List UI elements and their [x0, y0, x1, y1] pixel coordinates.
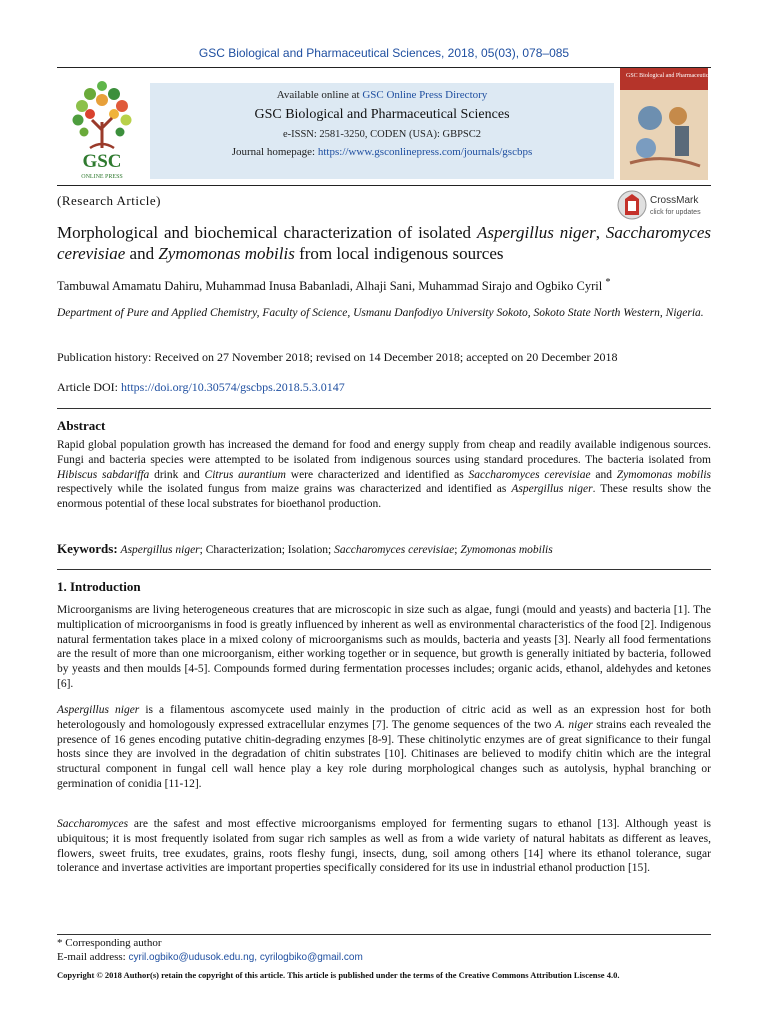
crossmark-badge[interactable]	[616, 188, 716, 222]
gsc-logo	[60, 78, 144, 182]
svg-text:click for updates: click for updates	[650, 209, 701, 216]
keywords: Keywords: Aspergillus niger; Characterization; Isolation; Saccharomyces cerevisiae; Zymomonas mobilis	[57, 541, 553, 556]
journal-citation: GSC Biological and Pharmaceutical Sciences, 2018, 05(03), 078–085	[198, 46, 570, 60]
svg-text:ONLINE PRESS: ONLINE PRESS	[81, 174, 123, 180]
journal-cover-image	[620, 68, 736, 180]
section-rule	[57, 569, 711, 570]
crossmark-icon	[618, 191, 646, 219]
section-heading: 1. Introduction	[57, 579, 141, 594]
header-rule	[57, 185, 711, 186]
footnote-rule	[57, 934, 711, 935]
journal-name: GSC Biological and Pharmaceutical Sciences	[254, 107, 510, 122]
corresponding-author-note: * Corresponding author	[57, 937, 162, 949]
article-type: (Research Article)	[57, 193, 161, 208]
author-list: Tambuwal Amamatu Dahiru, Muhammad Inusa Babanladi, Alhaji Sani, Muhammad Sirajo and Ogbiko Cyril *	[57, 277, 611, 294]
section-rule	[57, 408, 711, 409]
svg-text:CrossMark: CrossMark	[650, 195, 699, 206]
journal-banner	[150, 83, 614, 179]
copyright-notice: Copyright © 2018 Author(s) retain the copyright of this article. This article is published under the terms of the Creative Commons Attribution Liscense 4.0.	[57, 970, 620, 980]
corresponding-mark: *	[605, 277, 611, 288]
doi-link[interactable]: https://doi.org/10.30574/gscbps.2018.5.3.0147	[120, 380, 345, 394]
directory-link[interactable]: GSC Online Press Directory	[362, 89, 488, 101]
affiliation: Department of Pure and Applied Chemistry, Faculty of Science, Usmanu Danfodiyo University Sokoto, Sokoto State North Western, Nigeria.	[57, 307, 704, 319]
abstract-heading: Abstract	[57, 418, 106, 433]
intro-paragraph-1: Microorganisms are living heterogeneous creatures that are microscopic in size such as algae, fungi (mould and yeasts) and bacteria [1]. The multiplication of microorganisms in food is greatly influenced by inherent as well as environmental characteristics of the food [2]. Indigenous natural fermentation takes place in a mixed colony of microorganisms such as moulds, bacteria and yeasts [3]. Nearly all food fermentations are the result of more than one microorganism, either working together or in sequence, but growth is generally initiated by bacteria, followed by yeasts and then moulds [4-5]. Compounds formed during fermentation processes includes; organic acids, ethanol, aldehydes and ketones [6].	[57, 604, 711, 690]
intro-paragraph-2: Aspergillus niger is a filamentous ascomycete used mainly in the production of citric acid as well as an expression host for both heterologously and homologously expressed extracellular enzymes [7]. The genome sequences of the two A. niger strains each revealed the presence of 16 genes encoding putative chitin-degrading enzymes [8-9]. These chitinolytic enzymes are of great significance to their fungal hosts since they are involved in the degradation of chitin substrates [10]. Chitinases are believed to modify chitin which are the integral structural component in fungal cell wall hence play a key role during morphological changes such as autolysis, hyphal branching or germination of conidia [11-12].	[57, 704, 711, 790]
publication-history: Publication history: Received on 27 November 2018; revised on 14 December 2018; accepted on 20 December 2018	[57, 350, 618, 364]
available-online-text: Available online at	[276, 89, 363, 101]
svg-text:GSC: GSC	[82, 151, 122, 172]
svg-text:GSC Biological and Pharmaceuti: GSC Biological and Pharmaceutical Sciences	[626, 73, 736, 79]
homepage-label: Journal homepage:	[231, 146, 318, 158]
abstract-text: Rapid global population growth has increased the demand for food and energy supply from cheap and readily available indigenous sources. Fungi and bacteria species were attempted to be isolated from indigenous sources using standard procedures. The bacteria isolated from Hibiscus sabdariffa drink and Citrus aurantium were characterized and identified as Saccharomyces cerevisiae and Zymomonas mobilis respectively while the isolated fungus from maize grains was characterized and identified as Aspergillus niger. These results show the enormous potential of these local substrates for bioethanol production.	[57, 439, 711, 511]
article-doi: Article DOI: https://doi.org/10.30574/gscbps.2018.5.3.0147	[57, 380, 345, 394]
intro-paragraph-3: Saccharomyces are the safest and most effective microorganisms employed for fermenting sugars to ethanol [13]. Although yeast is ubiquitous; it is most frequently isolated from sugar rich samples as well as from a wide variety of natural habitats as different as leaves, flowers, sweet fruits, tree exudates, grains, roots fleshy fungi, insects, dung, soil among others [14] where its ethanol tolerance, sugar tolerance and invertase activities are important properties specifically considered for its use in industrial ethanol production [15].	[57, 818, 711, 875]
email-line: E-mail address: cyril.ogbiko@udusok.edu.ng, cyrilogbiko@gmail.com	[57, 951, 363, 963]
email-link[interactable]: cyril.ogbiko@udusok.edu.ng, cyrilogbiko@gmail.com	[128, 952, 363, 963]
article-title: Morphological and biochemical characterization of isolated Aspergillus niger, Saccharomyces cerevisiae and Zymomonas mobilis from local indigenous sources	[57, 223, 712, 263]
tree-icon	[73, 81, 132, 148]
top-rule	[57, 67, 711, 68]
homepage-link[interactable]: https://www.gsconlinepress.com/journals/gscbps	[317, 146, 533, 158]
issn-text: e-ISSN: 2581-3250, CODEN (USA): GBPSC2	[282, 129, 482, 140]
